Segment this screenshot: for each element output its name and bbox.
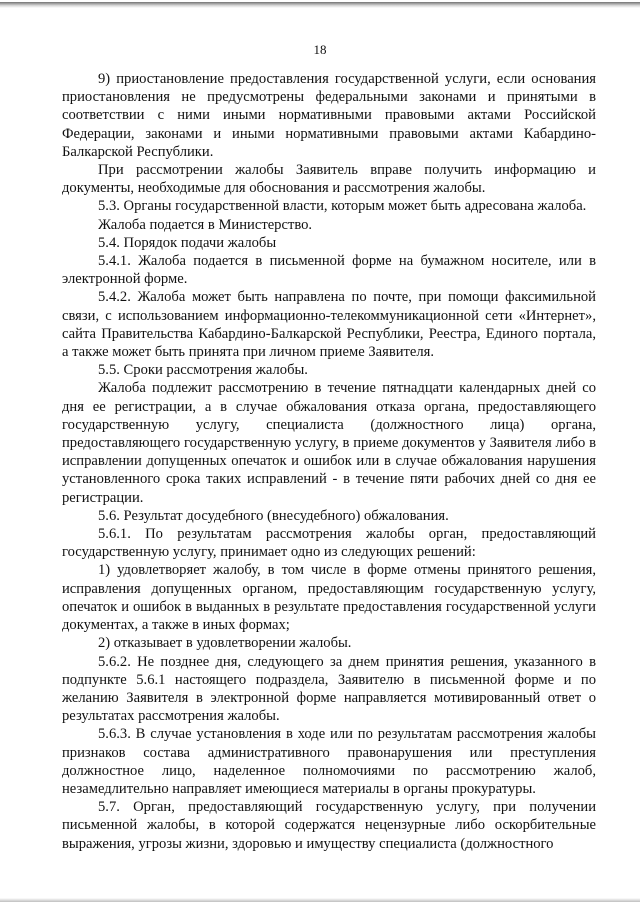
section-5-6-1: 5.6.1. По результатам рассмотрения жалобы орган, предоставляющий государственную услугу, принимает одно из следующих решений: [62, 526, 596, 561]
section-5-4-2: 5.4.2. Жалоба может быть направлена по почте, при помощи факсимильной связи, с использованием информационно-телекоммуникационной сети «Интернет», сайта Правительства Кабардино-Балкарской Республики, Реестра, Единого портала, а также может быть принята при личном приеме Заявителя. [62, 289, 596, 361]
section-5-6-2: 5.6.2. Не позднее дня, следующего за днем принятия решения, указанного в подпункте 5.6.1 настоящего подраздела, Заявителю в письменной форме и по желанию Заявителя в электронной форме направляется мотивированный ответ о результатах рассмотрения жалобы. [62, 653, 596, 725]
scan-edge-bottom [0, 898, 640, 902]
paragraph-item-9: 9) приостановление предоставления государственной услуги, если основания приостановления не предусмотрены федеральными законами и принятыми в соответствии с ними иными нормативными правовыми актами Российской Федерации, законами и иными нормативными правовыми актами Кабардино-Балкарской Республики. [62, 71, 596, 160]
page-number: 18 [313, 42, 327, 57]
section-5-6: 5.6. Результат досудебного (внесудебного) обжалования. [98, 507, 449, 524]
section-5-6-3: 5.6.3. В случае установления в ходе или по результатам рассмотрения жалобы признаков состава административного правонарушения или преступления должностное лицо, наделенное полномочиями по рассмотрению жалоб, незамедлительно направляет имеющиеся материалы в органы прокуратуры. [62, 726, 596, 797]
section-5-5: 5.5. Сроки рассмотрения жалобы. [98, 362, 308, 379]
document-body [62, 70, 596, 853]
section-5-7: 5.7. Орган, предоставляющий государственную услугу, при получении письменной жалобы, в которой содержатся нецензурные либо оскорбительные выражения, угрозы жизни, здоровью и имуществу специалиста (должностного [62, 799, 596, 852]
section-5-3: 5.3. Органы государственной власти, которым может быть адресована жалоба. [98, 198, 587, 215]
section-5-4: 5.4. Порядок подачи жалобы [98, 234, 277, 251]
scan-edge-top [0, 2, 640, 8]
decision-option-2: 2) отказывает в удовлетворении жалобы. [98, 635, 352, 652]
decision-option-1: 1) удовлетворяет жалобу, в том числе в форме отмены принятого решения, исправления допущенных органом, предоставляющим государственную услугу, опечаток и ошибок в выданных в результате предоставления государственной услуги документах, а также в иных формах; [62, 562, 596, 634]
paragraph-ministry: Жалоба подается в Министерство. [98, 216, 313, 233]
section-5-4-1: 5.4.1. Жалоба подается в письменной форме на бумажном носителе, или в электронной форме. [62, 253, 596, 288]
paragraph-review-terms: Жалоба подлежит рассмотрению в течение пятнадцати календарных дней со дня ее регистрации, а в случае обжалования отказа органа, предоставляющего государственную услугу, специалиста (должностного лица) органа, предоставляющего государственную услугу, в приеме документов у Заявителя либо в исправлении допущенных опечаток и ошибок или в случае обжалования нарушения установленного срока таких исправлений - в течение пяти рабочих дней со дня ее регистрации. [62, 380, 596, 506]
paragraph-complaint-rights: При рассмотрении жалобы Заявитель вправе получить информацию и документы, необходимые для обоснования и рассмотрения жалобы. [62, 162, 596, 197]
